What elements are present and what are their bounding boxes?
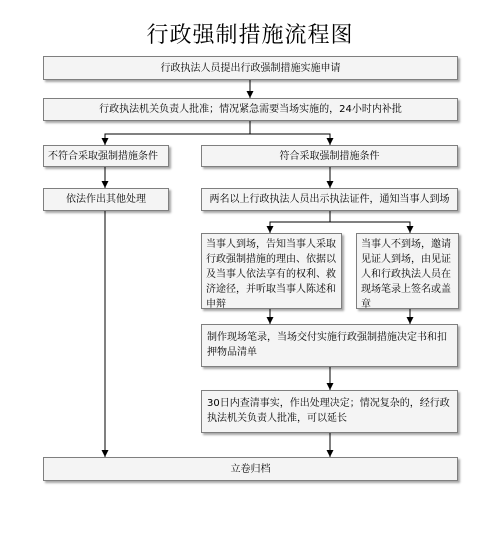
step-absent: 当事人不到场，邀请见证人到场，由见证人和行政执法人员在现场笔录上签名或盖章 [356,233,459,309]
arrow-approve-to-meet [250,134,330,145]
step-other: 依法作出其他处理 [43,188,169,211]
arrow-show-id-to-present [270,211,330,233]
step-approve: 行政执法机关负责人批准；情况紧急需要当场实施的，24小时内补批 [43,98,458,121]
step-apply: 行政执法人员提出行政强制措施实施申请 [43,56,458,80]
arrow-approve-to-not-meet [105,121,250,145]
arrow-show-id-to-absent [330,222,410,233]
step-record: 制作现场笔录，当场交付实施行政强制措施决定书和扣押物品清单 [201,324,458,367]
step-archive: 立卷归档 [43,457,458,481]
step-show-id: 两名以上行政执法人员出示执法证件，通知当事人到场 [201,188,458,211]
step-present: 当事人到场，告知当事人采取行政强制措施的理由、依据以及当事人依法享有的权利、救济途径，并听取当事人陈述和申辩 [201,233,342,309]
step-decide: 30日内查清事实，作出处理决定；情况复杂的，经行政执法机关负责人批准，可以延长 [201,390,458,433]
step-not-meet: 不符合采取强制措施条件 [43,145,169,167]
step-meet: 符合采取强制措施条件 [201,145,458,167]
page-title: 行政强制措施流程图 [146,23,354,48]
